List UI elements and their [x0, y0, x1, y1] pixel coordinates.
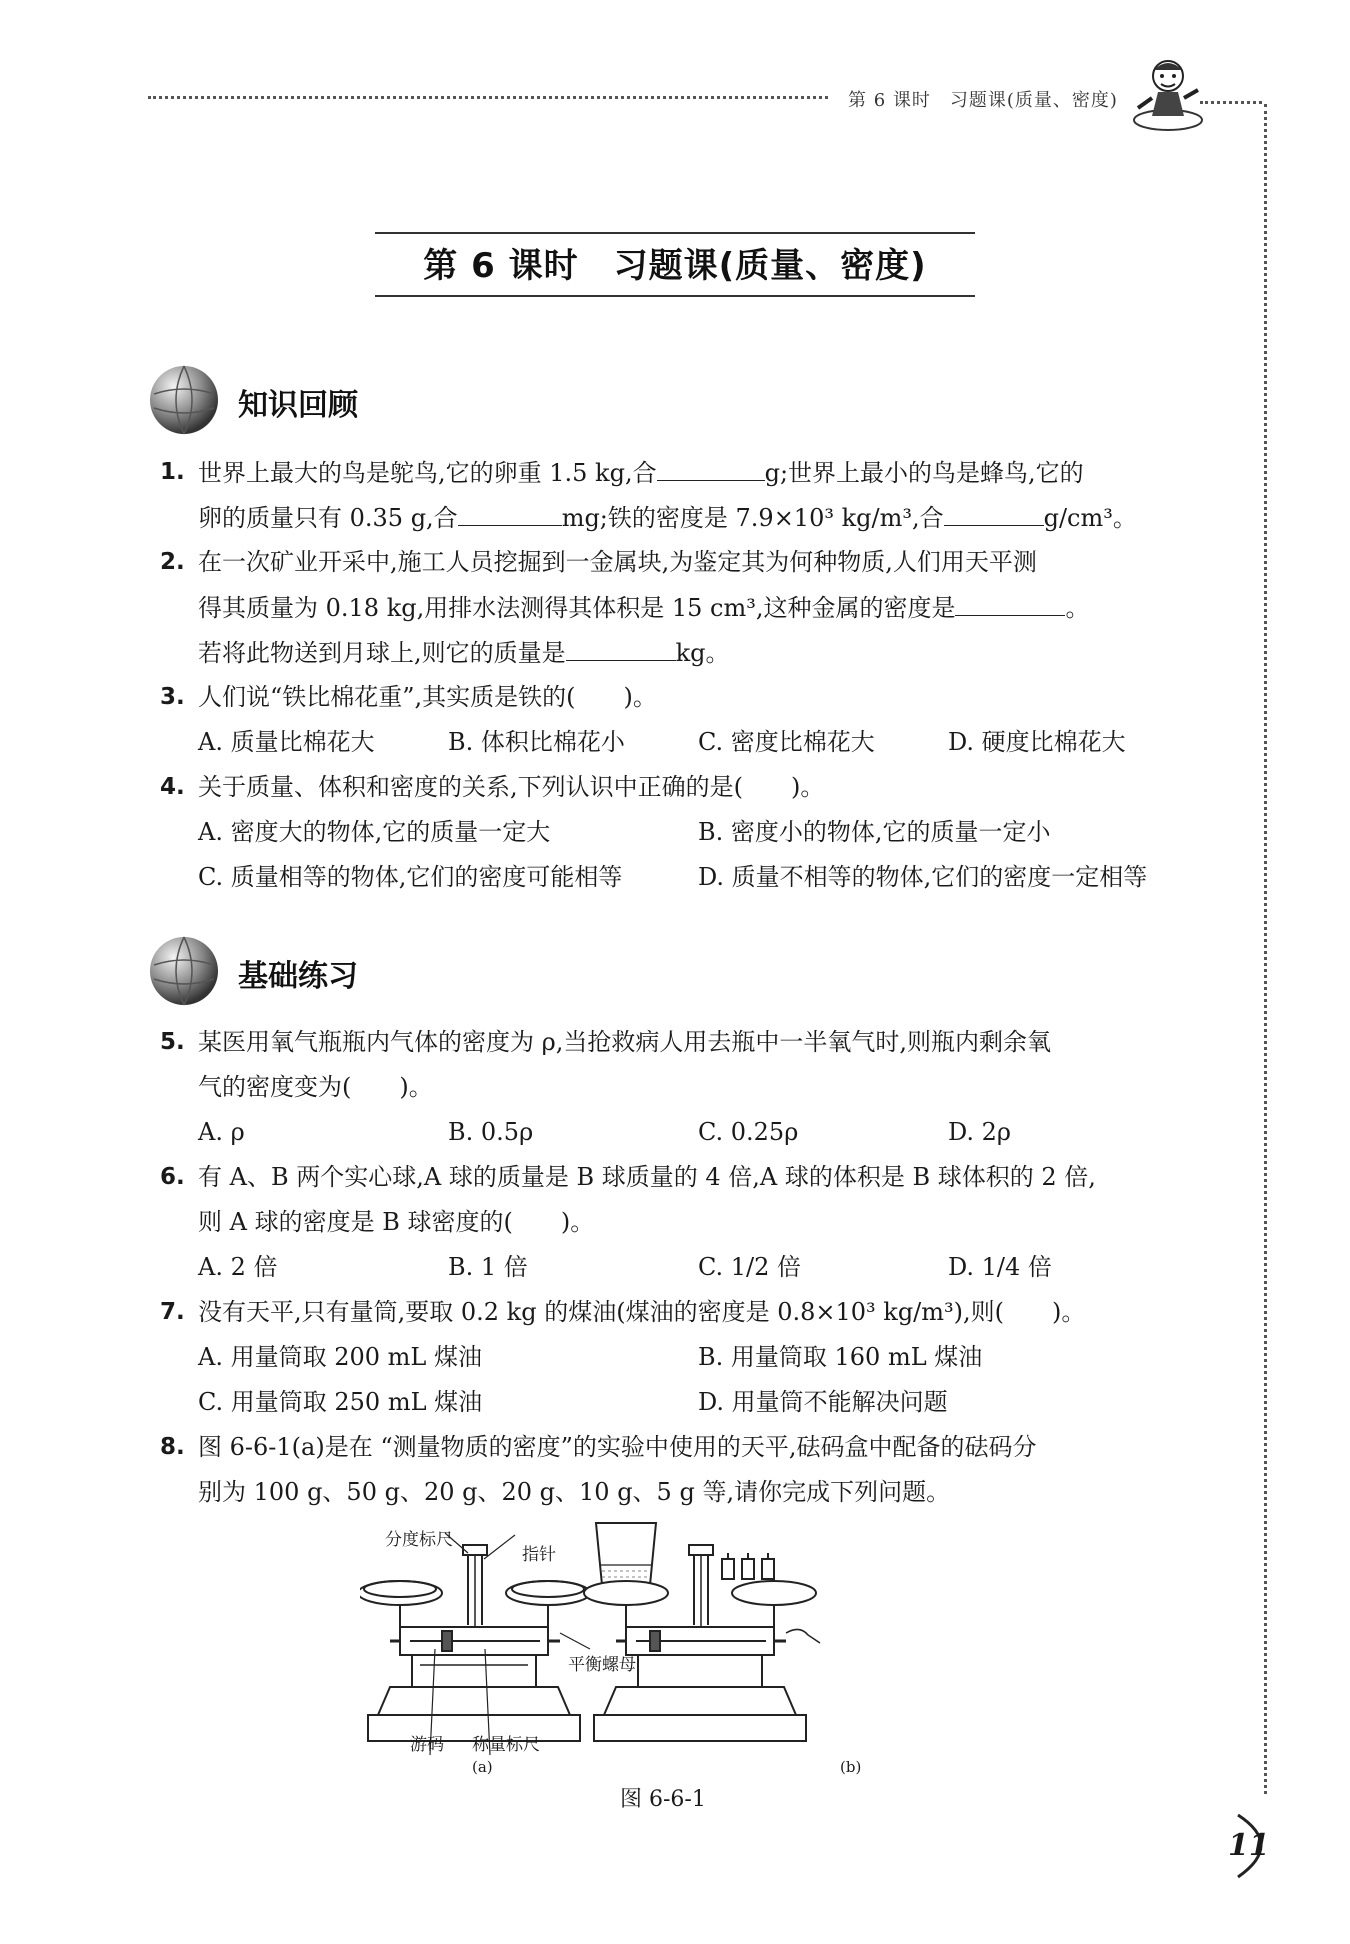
question-8: [160, 1425, 1210, 1515]
option-b[interactable]: B. 体积比棉花小: [448, 728, 625, 756]
question-number: 5.: [160, 1029, 185, 1055]
answer-blank[interactable]: [458, 495, 562, 526]
option-d[interactable]: D. 用量筒不能解决问题: [698, 1388, 948, 1416]
option-b[interactable]: B. 密度小的物体,它的质量一定小: [698, 818, 1051, 846]
q1-text-b: g;世界上最小的鸟是蜂鸟,它的: [764, 459, 1084, 487]
answer-blank[interactable]: [944, 495, 1044, 526]
subfigure-b-label: (b): [840, 1758, 862, 1776]
question-number: 2.: [160, 549, 185, 575]
label-rider: 游码: [410, 1735, 444, 1755]
q2-text-line1: 在一次矿业开采中,施工人员挖掘到一金属块,为鉴定其为何种物质,人们用天平测: [198, 548, 1037, 576]
q8-text-line2: 别为 100 g、50 g、20 g、20 g、10 g、5 g 等,请你完成下列问题。: [198, 1478, 951, 1506]
question-3: [160, 675, 1210, 765]
question-7: [160, 1290, 1210, 1425]
q8-text-line1: 图 6-6-1(a)是在 “测量物质的密度”的实验中使用的天平,砝码盒中配备的砝码分: [198, 1433, 1037, 1461]
q1-text-e: g/cm³。: [1043, 504, 1137, 532]
answer-blank[interactable]: [955, 585, 1065, 616]
answer-blank[interactable]: [657, 450, 765, 481]
option-a[interactable]: A. 用量筒取 200 mL 煤油: [198, 1343, 482, 1371]
balance-b-drawing: [584, 1523, 820, 1741]
running-header-title: 第 6 课时 习题课(质量、密度): [848, 90, 1118, 111]
q2-text-d: kg。: [675, 639, 730, 667]
margin-dotted-rule: [1264, 104, 1267, 1794]
balance-figure: [360, 1515, 980, 1805]
question-5: [160, 1020, 1210, 1155]
header-dotted-rule-right: [1200, 101, 1262, 104]
option-d[interactable]: D. 1/4 倍: [948, 1253, 1052, 1281]
lesson-title: 第 6 课时 习题课(质量、密度): [423, 246, 927, 286]
option-a[interactable]: A. 密度大的物体,它的质量一定大: [198, 818, 551, 846]
globe-icon: [148, 364, 220, 436]
option-c[interactable]: C. 用量筒取 250 mL 煤油: [198, 1388, 483, 1416]
section-review-label: 知识回顾: [238, 388, 358, 423]
option-c[interactable]: C. 密度比棉花大: [698, 728, 875, 756]
q4-stem: 关于质量、体积和密度的关系,下列认识中正确的是( )。: [198, 773, 825, 801]
q2-text-b: 。: [1065, 594, 1090, 622]
q5-text-line2: 气的密度变为( )。: [198, 1073, 433, 1101]
option-b[interactable]: B. 0.5ρ: [448, 1118, 534, 1146]
option-b[interactable]: B. 用量筒取 160 mL 煤油: [698, 1343, 983, 1371]
header-dotted-rule: [148, 96, 828, 99]
question-number: 8.: [160, 1434, 185, 1460]
option-c[interactable]: C. 质量相等的物体,它们的密度可能相等: [198, 863, 623, 891]
title-rule-top: [375, 232, 975, 234]
title-rule-bottom: [375, 295, 975, 297]
question-2: [160, 540, 1210, 675]
q5-text-line1: 某医用氧气瓶瓶内气体的密度为 ρ,当抢救病人用去瓶中一半氧气时,则瓶内剩余氧: [198, 1028, 1051, 1056]
label-pointer: 指针: [522, 1545, 556, 1565]
q6-text-line2: 则 A 球的密度是 B 球密度的( )。: [198, 1208, 595, 1236]
q1-text-c: 卵的质量只有 0.35 g,合: [198, 504, 458, 532]
globe-icon: [148, 935, 220, 1007]
option-a[interactable]: A. ρ: [198, 1118, 245, 1146]
option-d[interactable]: D. 质量不相等的物体,它们的密度一定相等: [698, 863, 1148, 891]
option-a[interactable]: A. 2 倍: [198, 1253, 278, 1281]
figure-caption: 图 6-6-1: [620, 1787, 706, 1812]
question-number: 4.: [160, 774, 185, 800]
question-number: 1.: [160, 459, 185, 485]
question-6: [160, 1155, 1210, 1290]
option-c[interactable]: C. 1/2 倍: [698, 1253, 802, 1281]
question-number: 6.: [160, 1164, 185, 1190]
label-scale: 分度标尺: [385, 1530, 453, 1550]
q2-text-a: 得其质量为 0.18 kg,用排水法测得其体积是 15 cm³,这种金属的密度是: [198, 594, 956, 622]
option-c[interactable]: C. 0.25ρ: [698, 1118, 799, 1146]
q1-text-d: mg;铁的密度是 7.9×10³ kg/m³,合: [561, 504, 944, 532]
option-d[interactable]: D. 硬度比棉花大: [948, 728, 1126, 756]
option-a[interactable]: A. 质量比棉花大: [198, 728, 375, 756]
q1-text-a: 世界上最大的鸟是鸵鸟,它的卵重 1.5 kg,合: [198, 459, 657, 487]
option-d[interactable]: D. 2ρ: [948, 1118, 1012, 1146]
label-balance-nut: 平衡螺母: [568, 1655, 636, 1675]
option-b[interactable]: B. 1 倍: [448, 1253, 528, 1281]
q2-text-c: 若将此物送到月球上,则它的质量是: [198, 639, 566, 667]
q6-text-line1: 有 A、B 两个实心球,A 球的质量是 B 球质量的 4 倍,A 球的体积是 B 球体积的 2 倍,: [198, 1163, 1096, 1191]
mascot-icon: [1130, 54, 1206, 134]
question-number: 3.: [160, 684, 185, 710]
page-number: 11: [1228, 1828, 1270, 1863]
question-4: [160, 765, 1210, 900]
q7-stem: 没有天平,只有量筒,要取 0.2 kg 的煤油(煤油的密度是 0.8×10³ kg/m³),则( )。: [198, 1298, 1086, 1326]
label-beam-scale: 称量标尺: [472, 1735, 540, 1755]
question-1: [160, 450, 1210, 540]
answer-blank[interactable]: [566, 630, 676, 661]
section-basic-label: 基础练习: [238, 959, 358, 994]
balance-a-drawing: [360, 1545, 590, 1741]
subfigure-a-label: (a): [472, 1758, 493, 1776]
question-number: 7.: [160, 1299, 185, 1325]
q3-stem: 人们说“铁比棉花重”,其实质是铁的( )。: [198, 683, 657, 711]
